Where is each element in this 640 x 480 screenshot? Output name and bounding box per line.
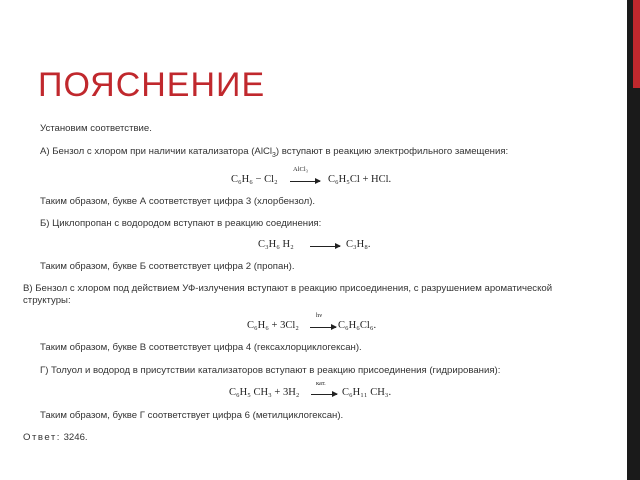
part-b-equation-left: C₃H₆ H₂ <box>258 239 294 250</box>
part-a-text-end: ) вступают в реакцию электрофильного замещения: <box>275 146 509 157</box>
part-v-catalyst: hν <box>316 312 323 319</box>
part-a-conclusion: Таким образом, букве А соответствует цифра 3 (хлорбензол). <box>40 196 316 207</box>
part-b-equation-right: C₃H₈. <box>346 239 371 250</box>
part-a-catalyst: AlCl₃ <box>293 166 308 173</box>
part-a-text <box>40 146 508 159</box>
part-a-equation-right: C₆H₅Cl + HCl. <box>328 174 392 185</box>
part-b-conclusion: Таким образом, букве Б соответствует цифра 2 (пропан). <box>40 261 295 272</box>
part-g-text: Г) Толуол и водород в присутствии катализаторов вступают в реакцию присоединения (гидрирования): <box>40 365 501 376</box>
part-v-text-line2: структуры: <box>23 295 71 306</box>
answer-label: Ответ: <box>23 432 61 443</box>
part-a-equation-left: C₆H₆ − Cl₂ <box>231 174 278 185</box>
part-g-arrow <box>311 394 337 395</box>
part-g-catalyst: кат. <box>316 380 326 387</box>
intro-text: Установим соответствие. <box>40 123 152 134</box>
part-g-equation-left: C₆H₅ CH₃ + 3H₂ <box>229 387 300 398</box>
part-v-conclusion: Таким образом, букве В соответствует цифра 4 (гексахлорциклогексан). <box>40 342 362 353</box>
part-a-arrow <box>290 181 320 182</box>
part-b-arrow <box>310 246 340 247</box>
part-g-conclusion: Таким образом, букве Г соответствует цифра 6 (метилциклогексан). <box>40 410 344 421</box>
part-v-text-line1: В) Бензол с хлором под действием УФ-излучения вступают в реакцию присоединения, с разрушением ароматической <box>23 283 553 294</box>
part-a-text-sub: 3 <box>272 151 276 159</box>
part-b-text: Б) Циклопропан с водородом вступают в реакцию соединения: <box>40 218 322 229</box>
answer-value: 3246. <box>63 432 88 443</box>
part-g-equation-right: C₆H₁₁ CH₃. <box>342 387 392 398</box>
answer-line <box>23 432 88 443</box>
part-v-arrow <box>310 327 336 328</box>
slide-title: ПОЯСНЕНИЕ <box>38 66 266 104</box>
part-v-equation-left: C₆H₆ + 3Cl₂ <box>247 320 299 331</box>
part-a-text-start: А) Бензол с хлором при наличии катализатора (AlCl <box>40 146 273 157</box>
part-v-equation-right: C₆H₆Cl₆. <box>338 320 377 331</box>
